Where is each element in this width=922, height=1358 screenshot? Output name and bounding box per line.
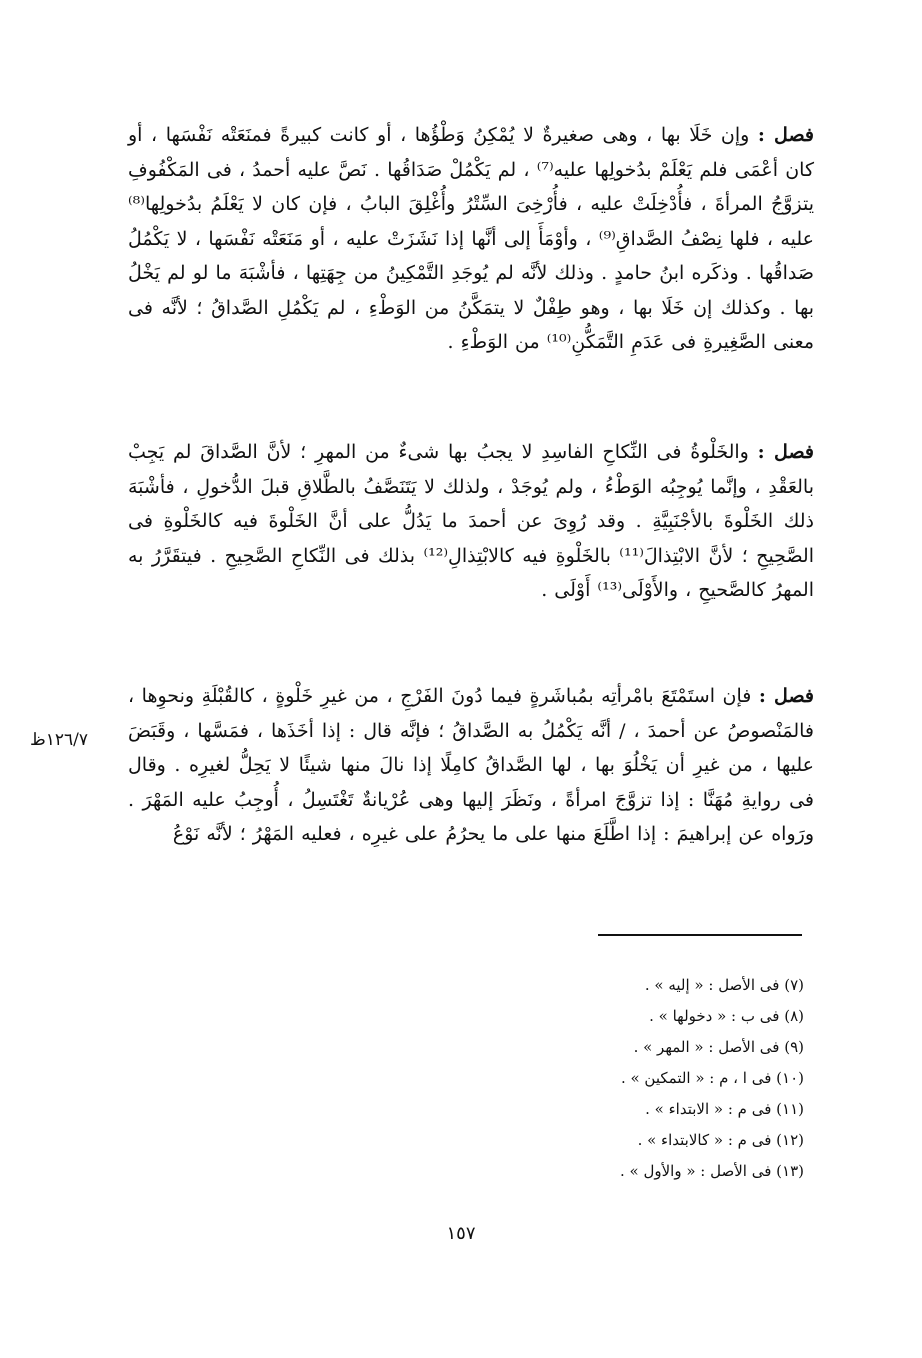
paragraph-2 bbox=[128, 435, 814, 608]
paragraph-1-body bbox=[128, 118, 814, 360]
footnote-10: (١٠) فى ا ، م : « التمكين » . bbox=[620, 1069, 804, 1087]
footnote-8: (٨) فى ب : « دخولها » . bbox=[649, 1007, 804, 1025]
section-heading: فصل : bbox=[758, 685, 815, 707]
paragraph-text: وإن خَلَا بها ، وهى صغيرةٌ لا يُمْكِنُ وَطْؤُها ، أو كانت كبيرةً فمنَعَتْه نَفْسَها ، أو كان أعْمَى فلم يَعْلَمْ بدُخولِها عليه⁽⁷⁾ ، لم يَكْمُلْ صَدَاقُها . نَصَّ عليه أحمدُ ، فى المَكْفُوفِ يتزوَّجُ المرأةَ ، فأُدْخِلَتْ عليه ، فأُرْخِىَ السِّتْرُ وأُغْلِقَ البابُ ، فإن كان لا يَعْلَمُ بدُخولِها⁽⁸⁾ عليه ، فلها نِصْفُ الصَّداقِ⁽⁹⁾ ، وأوْمَأَ إلى أنَّها إذا نَشَزَتْ عليه ، أو مَنَعَتْه نَفْسَها ، لا يَكْمُلُ صَداقُها . وذكَره ابنُ حامدٍ . وذلك لأنَّه لم يُوجَدِ التَّمْكِينُ من جِهَتِها ، فأشْبَهَ ما لو لم يَخْلُ بها . وكذلك إن خَلَا بها ، وهو طِفْلٌ لا يتمَكَّنُ من الوَطْءِ ، لم يَكْمُلِ الصَّداقُ ؛ لأنَّه فى معنى الصَّغِيرةِ فى عَدَمِ التَّمَكُّنِ⁽¹⁰⁾ من الوَطْءِ . bbox=[128, 124, 814, 353]
footnote-12: (١٢) فى م : « كالابتداء » . bbox=[637, 1131, 804, 1149]
paragraph-1 bbox=[128, 118, 814, 360]
paragraph-3 bbox=[128, 679, 814, 852]
page-number: ١٥٧ bbox=[446, 1223, 476, 1244]
footnote-separator bbox=[598, 934, 802, 936]
section-heading: فصل : bbox=[757, 441, 815, 463]
footnote-11: (١١) فى م : « الابتداء » . bbox=[645, 1100, 804, 1118]
paragraph-text: والخَلْوةُ فى النِّكاحِ الفاسِدِ لا يجبُ بها شىءٌ من المهرِ ؛ لأنَّ الصَّداقَ لم يَجِبْ بالعَقْدِ ، وإنَّما يُوجِبُه الوَطْءُ ، ولم يُوجَدْ ، ولذلك لا يَتَنَصَّفُ بالطَّلاقِ قبلَ الدُّخولِ ، فأشْبَهَ ذلك الخَلْوةَ بالأجْنَبِيَّةِ . وقد رُوِىَ عن أحمدَ ما يَدُلُّ على أنَّ الخَلْوةَ فيه كالخَلْوةِ فى الصَّحِيحِ ؛ لأنَّ الابْتِذالَ⁽¹¹⁾ بالخَلْوةِ فيه كالابْتِذالِ⁽¹²⁾ بذلك فى النِّكاحِ الصَّحِيحِ . فيتقَرَّرُ به المهرُ كالصَّحيحِ ، والأَوْلَى⁽¹³⁾ أَوْلَى . bbox=[128, 441, 814, 601]
manuscript-folio-reference: ١٢٦/٧ظ bbox=[30, 730, 88, 750]
section-heading: فصل : bbox=[757, 124, 815, 146]
paragraph-3-body bbox=[128, 679, 814, 852]
footnotes-list bbox=[300, 970, 804, 1187]
footnote-9: (٩) فى الأصل : « المهر » . bbox=[633, 1038, 804, 1056]
footnote-7: (٧) فى الأصل : « إليه » . bbox=[644, 976, 804, 994]
paragraph-text: فإن استَمْتَعَ بامْرأتِه بمُباشَرةٍ فيما دُونَ الفَرْجِ ، من غيرِ خَلْوةٍ ، كالقُبْلَةِ ونحوِها ، فالمَنْصوصُ عن أحمدَ ، / أنَّه يَكْمُلُ به الصَّداقُ ؛ فإنَّه قال : إذا أخَذَها ، فمَسَّها ، وقَبَضَ عليها ، من غيرِ أن يَخْلُوَ بها ، لها الصَّداقُ كامِلًا إذا نالَ منها شيئًا لا يَحِلُّ لغيرِه . وقال فى روايةِ مُهَنَّا : إذا تزوَّجَ امرأةً ، ونَظَرَ إليها وهى عُرْيانةٌ تَغْتَسِلُ ، أُوجِبُ عليه المَهْرَ . ورَواه عن إبراهيمَ : إذا اطَّلَعَ منها على ما يحرُمُ على غيرِه ، فعليه المَهْرُ ؛ لأنَّه نَوْعُ bbox=[128, 685, 814, 845]
footnote-13: (١٣) فى الأصل : « والأول » . bbox=[620, 1162, 804, 1180]
paragraph-2-body bbox=[128, 435, 814, 608]
